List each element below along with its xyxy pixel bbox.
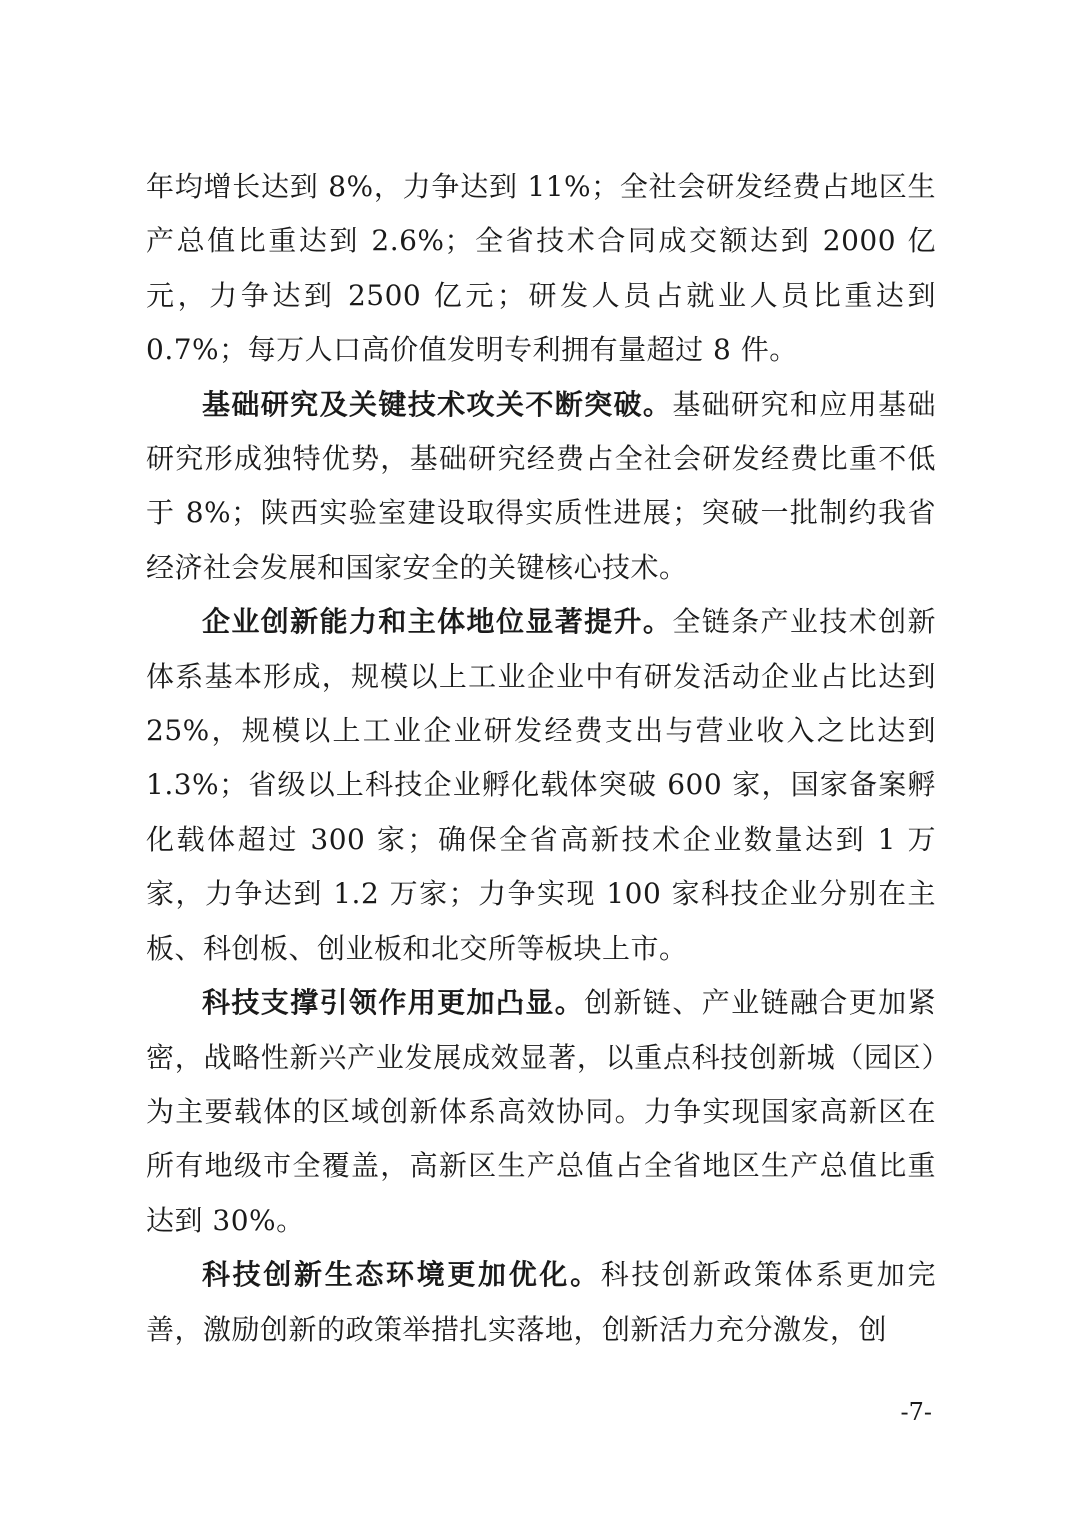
paragraph-heading: 基础研究及关键技术攻关不断突破。 [202,387,673,421]
document-body [146,160,936,1357]
paragraph-body: 年均增长达到 8%，力争达到 11%；全社会研发经费占地区生产总值比重达到 2.6%；全省技术合同成交额达到 2000 亿元，力争达到 2500 亿元；研发人员占就业人员比重达到 0.7%；每万人口高价值发明专利拥有量超过 8 件。 [146,170,936,367]
paragraph-body: 科技创新政策体系更加完善，激励创新的政策举措扎实落地，创新活力充分激发，创 [146,1258,936,1346]
page-number: -7- [900,1398,932,1426]
paragraph-heading: 科技创新生态环境更加优化。 [202,1258,601,1292]
paragraph-continuation [146,160,936,378]
paragraph-enterprise-innovation [146,595,936,976]
paragraph-body: 基础研究和应用基础研究形成独特优势，基础研究经费占全社会研发经费比重不低于 8%；陕西实验室建设取得实质性进展；突破一批制约我省经济社会发展和国家安全的关键核心技术。 [146,387,936,584]
paragraph-basic-research [146,378,936,596]
paragraph-heading: 科技支撑引领作用更加凸显。 [202,986,585,1020]
paragraph-heading: 企业创新能力和主体地位显著提升。 [202,605,673,639]
paragraph-innovation-ecosystem [146,1248,936,1357]
paragraph-body: 创新链、产业链融合更加紧密，战略性新兴产业发展成效显著，以重点科技创新城（园区）为主要载体的区域创新体系高效协同。力争实现国家高新区在所有地级市全覆盖，高新区生产总值占全省地区生产总值比重达到 30%。 [146,986,936,1237]
paragraph-tech-support [146,976,936,1248]
paragraph-body: 全链条产业技术创新体系基本形成，规模以上工业企业中有研发活动企业占比达到 25%，规模以上工业企业研发经费支出与营业收入之比达到 1.3%；省级以上科技企业孵化载体突破 600 家，国家备案孵化载体超过 300 家；确保全省高新技术企业数量达到 1 万家，力争达到 1.2 万家；力争实现 100 家科技企业分别在主板、科创板、创业板和北交所等板块上市。 [146,605,936,965]
